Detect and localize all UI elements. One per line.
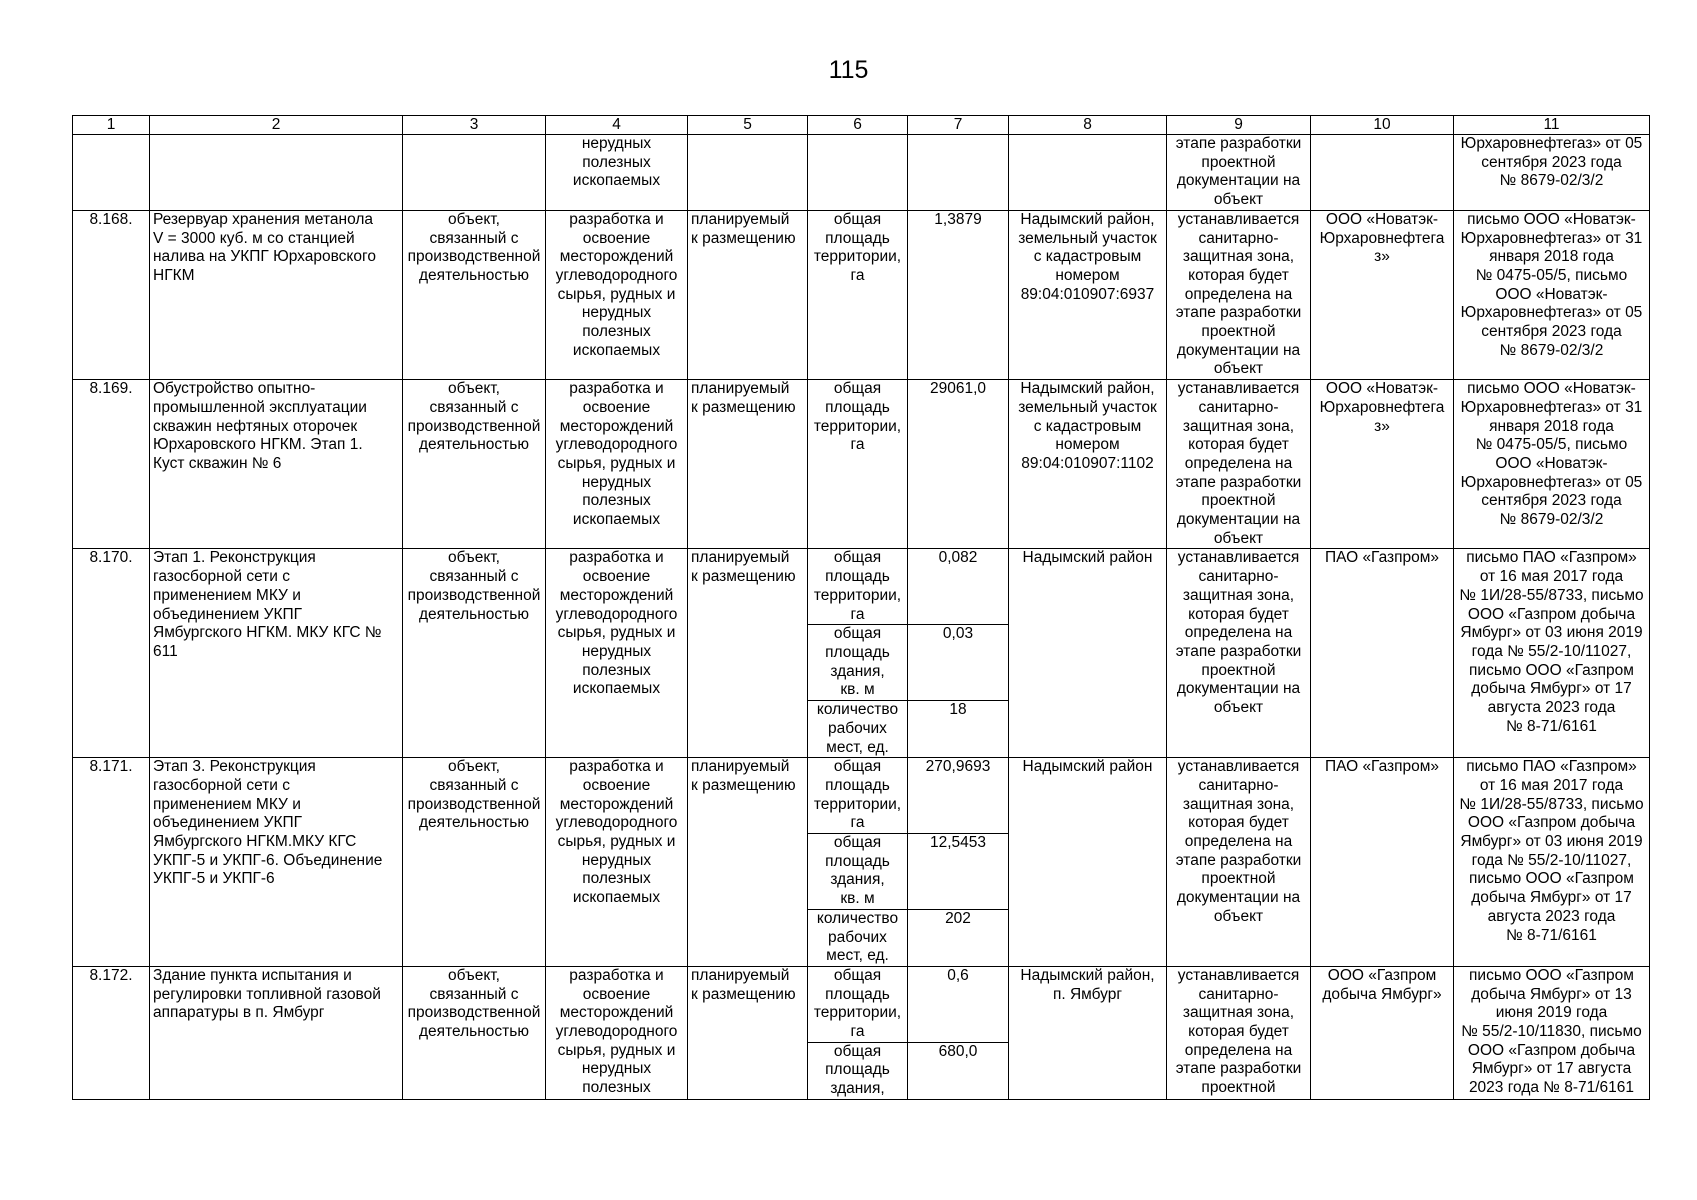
cell-name: Резервуар хранения метанола V = 3000 куб. м со станцией налива на УКПГ Юрхаровского НГКМ <box>150 210 403 379</box>
cell-org: ООО «Новатэк- Юрхаровнефтега з» <box>1311 210 1454 379</box>
cell-status: планируемый к размещению <box>688 380 808 549</box>
cell-status: планируемый к размещению <box>688 758 808 967</box>
cell-param-label: общая площадь территории, га <box>808 758 908 834</box>
column-number: 8 <box>1009 116 1167 135</box>
cell-zone: устанавливается санитарно- защитная зона, которая будет определена на этапе разработки проектной документации на объект <box>1167 210 1311 379</box>
cell-location: Надымский район, земельный участок с кадастровым номером 89:04:010907:6937 <box>1009 210 1167 379</box>
cell-num: 8.171. <box>73 758 150 967</box>
cell-status: планируемый к размещению <box>688 966 808 1099</box>
cell-status <box>688 135 808 211</box>
cell-document: письмо ООО «Газпром добыча Ямбург» от 13 июня 2019 года № 55/2-10/11830, письмо ООО «Газпром добыча Ямбург» от 17 августа 2023 года № 8-71/6161 <box>1454 966 1650 1099</box>
cell-type: объект, связанный с производственной деятельностью <box>403 758 546 967</box>
cell-zone: этапе разработки проектной документации на объект <box>1167 135 1311 211</box>
column-number: 1 <box>73 116 150 135</box>
cell-type: объект, связанный с производственной деятельностью <box>403 210 546 379</box>
cell-num: 8.169. <box>73 380 150 549</box>
cell-location: Надымский район, земельный участок с кадастровым номером 89:04:010907:1102 <box>1009 380 1167 549</box>
cell-org: ООО «Новатэк- Юрхаровнефтега з» <box>1311 380 1454 549</box>
cell-type: объект, связанный с производственной деятельностью <box>403 966 546 1099</box>
cell-type <box>403 135 546 211</box>
column-number: 2 <box>150 116 403 135</box>
cell-purpose: разработка и освоение месторождений углеводородного сырья, рудных и нерудных полезных ископаемых <box>546 210 688 379</box>
cell-zone: устанавливается санитарно- защитная зона, которая будет определена на этапе разработки проектной <box>1167 966 1311 1099</box>
cell-param-value: 270,9693 <box>908 758 1009 834</box>
cell-param-label: общая площадь территории, га <box>808 549 908 625</box>
column-number: 3 <box>403 116 546 135</box>
cell-purpose: разработка и освоение месторождений углеводородного сырья, рудных и нерудных полезных ископаемых <box>546 380 688 549</box>
cell-name <box>150 135 403 211</box>
table-row <box>73 549 1650 625</box>
cell-param-value: 29061,0 <box>908 380 1009 549</box>
cell-status: планируемый к размещению <box>688 549 808 758</box>
cell-location: Надымский район <box>1009 758 1167 967</box>
page-number: 115 <box>828 56 869 84</box>
cell-param-value: 18 <box>908 701 1009 758</box>
cell-purpose: разработка и освоение месторождений углеводородного сырья, рудных и нерудных полезных <box>546 966 688 1099</box>
cell-zone: устанавливается санитарно- защитная зона, которая будет определена на этапе разработки проектной документации на объект <box>1167 758 1311 967</box>
cell-location: Надымский район, п. Ямбург <box>1009 966 1167 1099</box>
cell-name: Этап 1. Реконструкция газосборной сети с применением МКУ и объединением УКПГ Ямбургского НГКМ. МКУ КГС № 611 <box>150 549 403 758</box>
cell-zone: устанавливается санитарно- защитная зона, которая будет определена на этапе разработки проектной документации на объект <box>1167 380 1311 549</box>
cell-param-label: общая площадь территории, га <box>808 966 908 1042</box>
column-number: 7 <box>908 116 1009 135</box>
column-number: 6 <box>808 116 908 135</box>
cell-param-label: количество рабочих мест, ед. <box>808 701 908 758</box>
cell-param-label: общая площадь здания, кв. м <box>808 625 908 701</box>
cell-param-value: 202 <box>908 909 1009 966</box>
table-row <box>73 758 1650 834</box>
column-number: 5 <box>688 116 808 135</box>
cell-status: планируемый к размещению <box>688 210 808 379</box>
cell-document: письмо ООО «Новатэк- Юрхаровнефтегаз» от 31 января 2018 года № 0475-05/5, письмо ООО «Новатэк- Юрхаровнефтегаз» от 05 сентября 2023 года № 8679-02/3/2 <box>1454 210 1650 379</box>
cell-type: объект, связанный с производственной деятельностью <box>403 549 546 758</box>
cell-document: письмо ПАО «Газпром» от 16 мая 2017 года № 1И/28-55/8733, письмо ООО «Газпром добыча Ямбург» от 03 июня 2019 года № 55/2-10/11027, письмо ООО «Газпром добыча Ямбург» от 17 августа 2023 года № 8-71/6161 <box>1454 758 1650 967</box>
cell-document: Юрхаровнефтегаз» от 05 сентября 2023 года № 8679-02/3/2 <box>1454 135 1650 211</box>
cell-org: ПАО «Газпром» <box>1311 758 1454 967</box>
cell-org: ООО «Газпром добыча Ямбург» <box>1311 966 1454 1099</box>
cell-purpose: нерудных полезных ископаемых <box>546 135 688 211</box>
cell-param-label: общая площадь территории, га <box>808 210 908 379</box>
cell-location <box>1009 135 1167 211</box>
cell-num <box>73 135 150 211</box>
table-row <box>73 966 1650 1042</box>
column-number: 4 <box>546 116 688 135</box>
cell-document: письмо ПАО «Газпром» от 16 мая 2017 года № 1И/28-55/8733, письмо ООО «Газпром добыча Ямбург» от 03 июня 2019 года № 55/2-10/11027, письмо ООО «Газпром добыча Ямбург» от 17 августа 2023 года № 8-71/6161 <box>1454 549 1650 758</box>
cell-org <box>1311 135 1454 211</box>
cell-param-label <box>808 135 908 211</box>
cell-purpose: разработка и освоение месторождений углеводородного сырья, рудных и нерудных полезных ископаемых <box>546 549 688 758</box>
cell-document: письмо ООО «Новатэк- Юрхаровнефтегаз» от 31 января 2018 года № 0475-05/5, письмо ООО «Новатэк- Юрхаровнефтегаз» от 05 сентября 2023 года № 8679-02/3/2 <box>1454 380 1650 549</box>
cell-location: Надымский район <box>1009 549 1167 758</box>
cell-param-value: 0,082 <box>908 549 1009 625</box>
cell-param-label: общая площадь здания, <box>808 1042 908 1099</box>
cell-org: ПАО «Газпром» <box>1311 549 1454 758</box>
column-number: 9 <box>1167 116 1311 135</box>
column-number-row <box>73 116 1650 135</box>
cell-name: Этап 3. Реконструкция газосборной сети с применением МКУ и объединением УКПГ Ямбургского НГКМ.МКУ КГС УКПГ-5 и УКПГ-6. Объединение УКПГ-5 и УКПГ-6 <box>150 758 403 967</box>
column-number: 11 <box>1454 116 1650 135</box>
cell-zone: устанавливается санитарно- защитная зона, которая будет определена на этапе разработки проектной документации на объект <box>1167 549 1311 758</box>
cell-param-value: 0,6 <box>908 966 1009 1042</box>
cell-param-value <box>908 135 1009 211</box>
cell-param-label: количество рабочих мест, ед. <box>808 909 908 966</box>
cell-name: Здание пункта испытания и регулировки топливной газовой аппаратуры в п. Ямбург <box>150 966 403 1099</box>
cell-type: объект, связанный с производственной деятельностью <box>403 380 546 549</box>
cell-param-value: 12,5453 <box>908 834 1009 910</box>
cell-num: 8.170. <box>73 549 150 758</box>
cell-num: 8.168. <box>73 210 150 379</box>
table-row <box>73 380 1650 549</box>
cell-name: Обустройство опытно- промышленной эксплуатации скважин нефтяных оторочек Юрхаровского НГКМ. Этап 1. Куст скважин № 6 <box>150 380 403 549</box>
table-body <box>73 116 1650 1100</box>
cell-param-label: общая площадь здания, кв. м <box>808 834 908 910</box>
cell-param-value: 0,03 <box>908 625 1009 701</box>
column-number: 10 <box>1311 116 1454 135</box>
cell-param-value: 680,0 <box>908 1042 1009 1099</box>
cell-num: 8.172. <box>73 966 150 1099</box>
objects-table <box>72 115 1650 1100</box>
continuation-row <box>73 135 1650 211</box>
cell-param-value: 1,3879 <box>908 210 1009 379</box>
table-row <box>73 210 1650 379</box>
cell-param-label: общая площадь территории, га <box>808 380 908 549</box>
cell-purpose: разработка и освоение месторождений углеводородного сырья, рудных и нерудных полезных ископаемых <box>546 758 688 967</box>
